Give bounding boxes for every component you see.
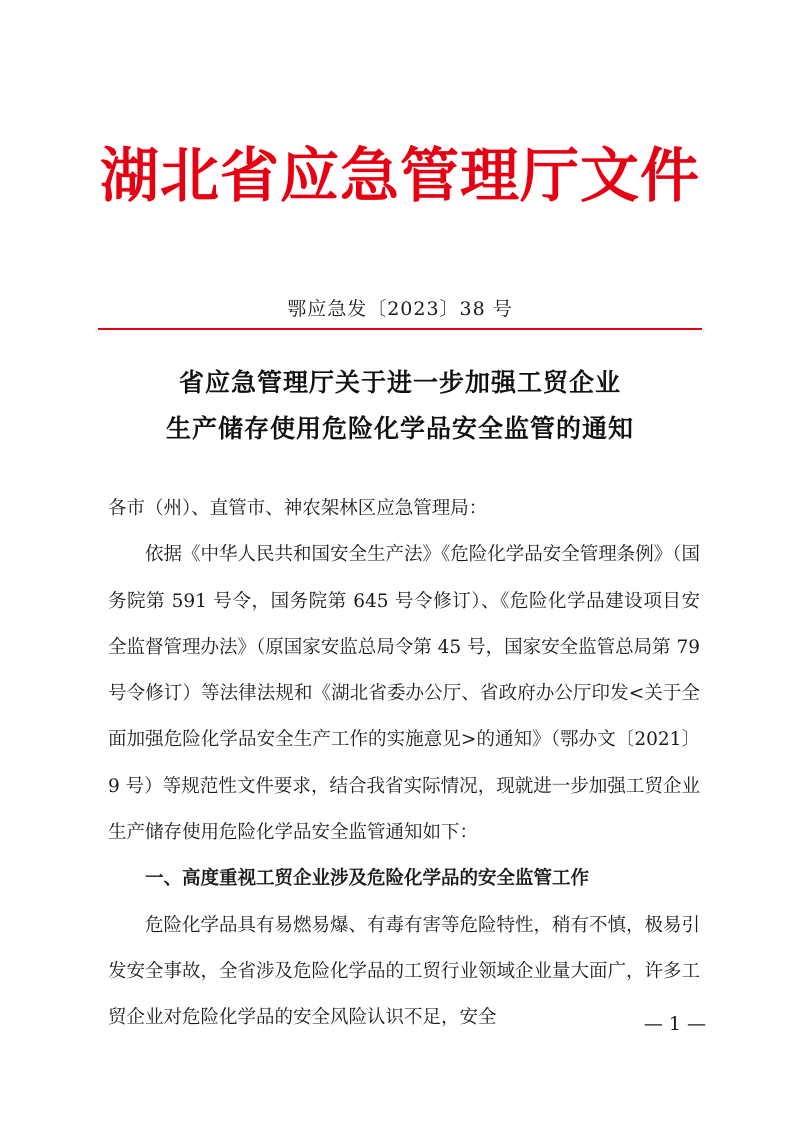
- section-heading-1: 一、高度重视工贸企业涉及危险化学品的安全监管工作: [145, 868, 590, 890]
- notice-title: [0, 360, 800, 452]
- notice-title-line-1: 省应急管理厅关于进一步加强工贸企业: [178, 368, 621, 397]
- document-number: 鄂应急发〔2023〕38 号: [287, 298, 513, 320]
- red-separator-line: [98, 328, 702, 330]
- salutation: 各市（州）、直管市、神农架林区应急管理局：: [108, 498, 488, 519]
- body-paragraph-2: 危险化学品具有易燃易爆、有毒有害等危险特性，稍有不慎，极易引发安全事故，全省涉及危险化学品的工贸行业领域企业量大面广，许多工贸企业对危险化学品的安全风险认识不足，安全: [108, 914, 701, 1029]
- document-body: [108, 486, 700, 1042]
- issuing-authority-title: 湖北省应急管理厅文件: [99, 141, 700, 210]
- notice-title-line-2: 生产储存使用危险化学品安全监管的通知: [165, 414, 634, 443]
- body-paragraph-1: 依据《中华人民共和国安全生产法》《危险化学品安全管理条例》（国务院第 591 号令，国务院第 645 号令修订）、《危险化学品建设项目安全监督管理办法》（原国家安监总局令第 45 号，国家安全监管总局第 79 号令修订）等法律法规和《湖北省委办公厅、省政府办公厅印发<关于全面加强危险化学品安全生产工作的实施意见>的通知》（鄂办文〔2021〕9 号）等规范性文件要求，结合我省实际情况，现就进一步加强工贸企业生产储存使用危险化学品安全监管通知如下：: [108, 544, 701, 844]
- page-number: — 1 —: [643, 1013, 706, 1035]
